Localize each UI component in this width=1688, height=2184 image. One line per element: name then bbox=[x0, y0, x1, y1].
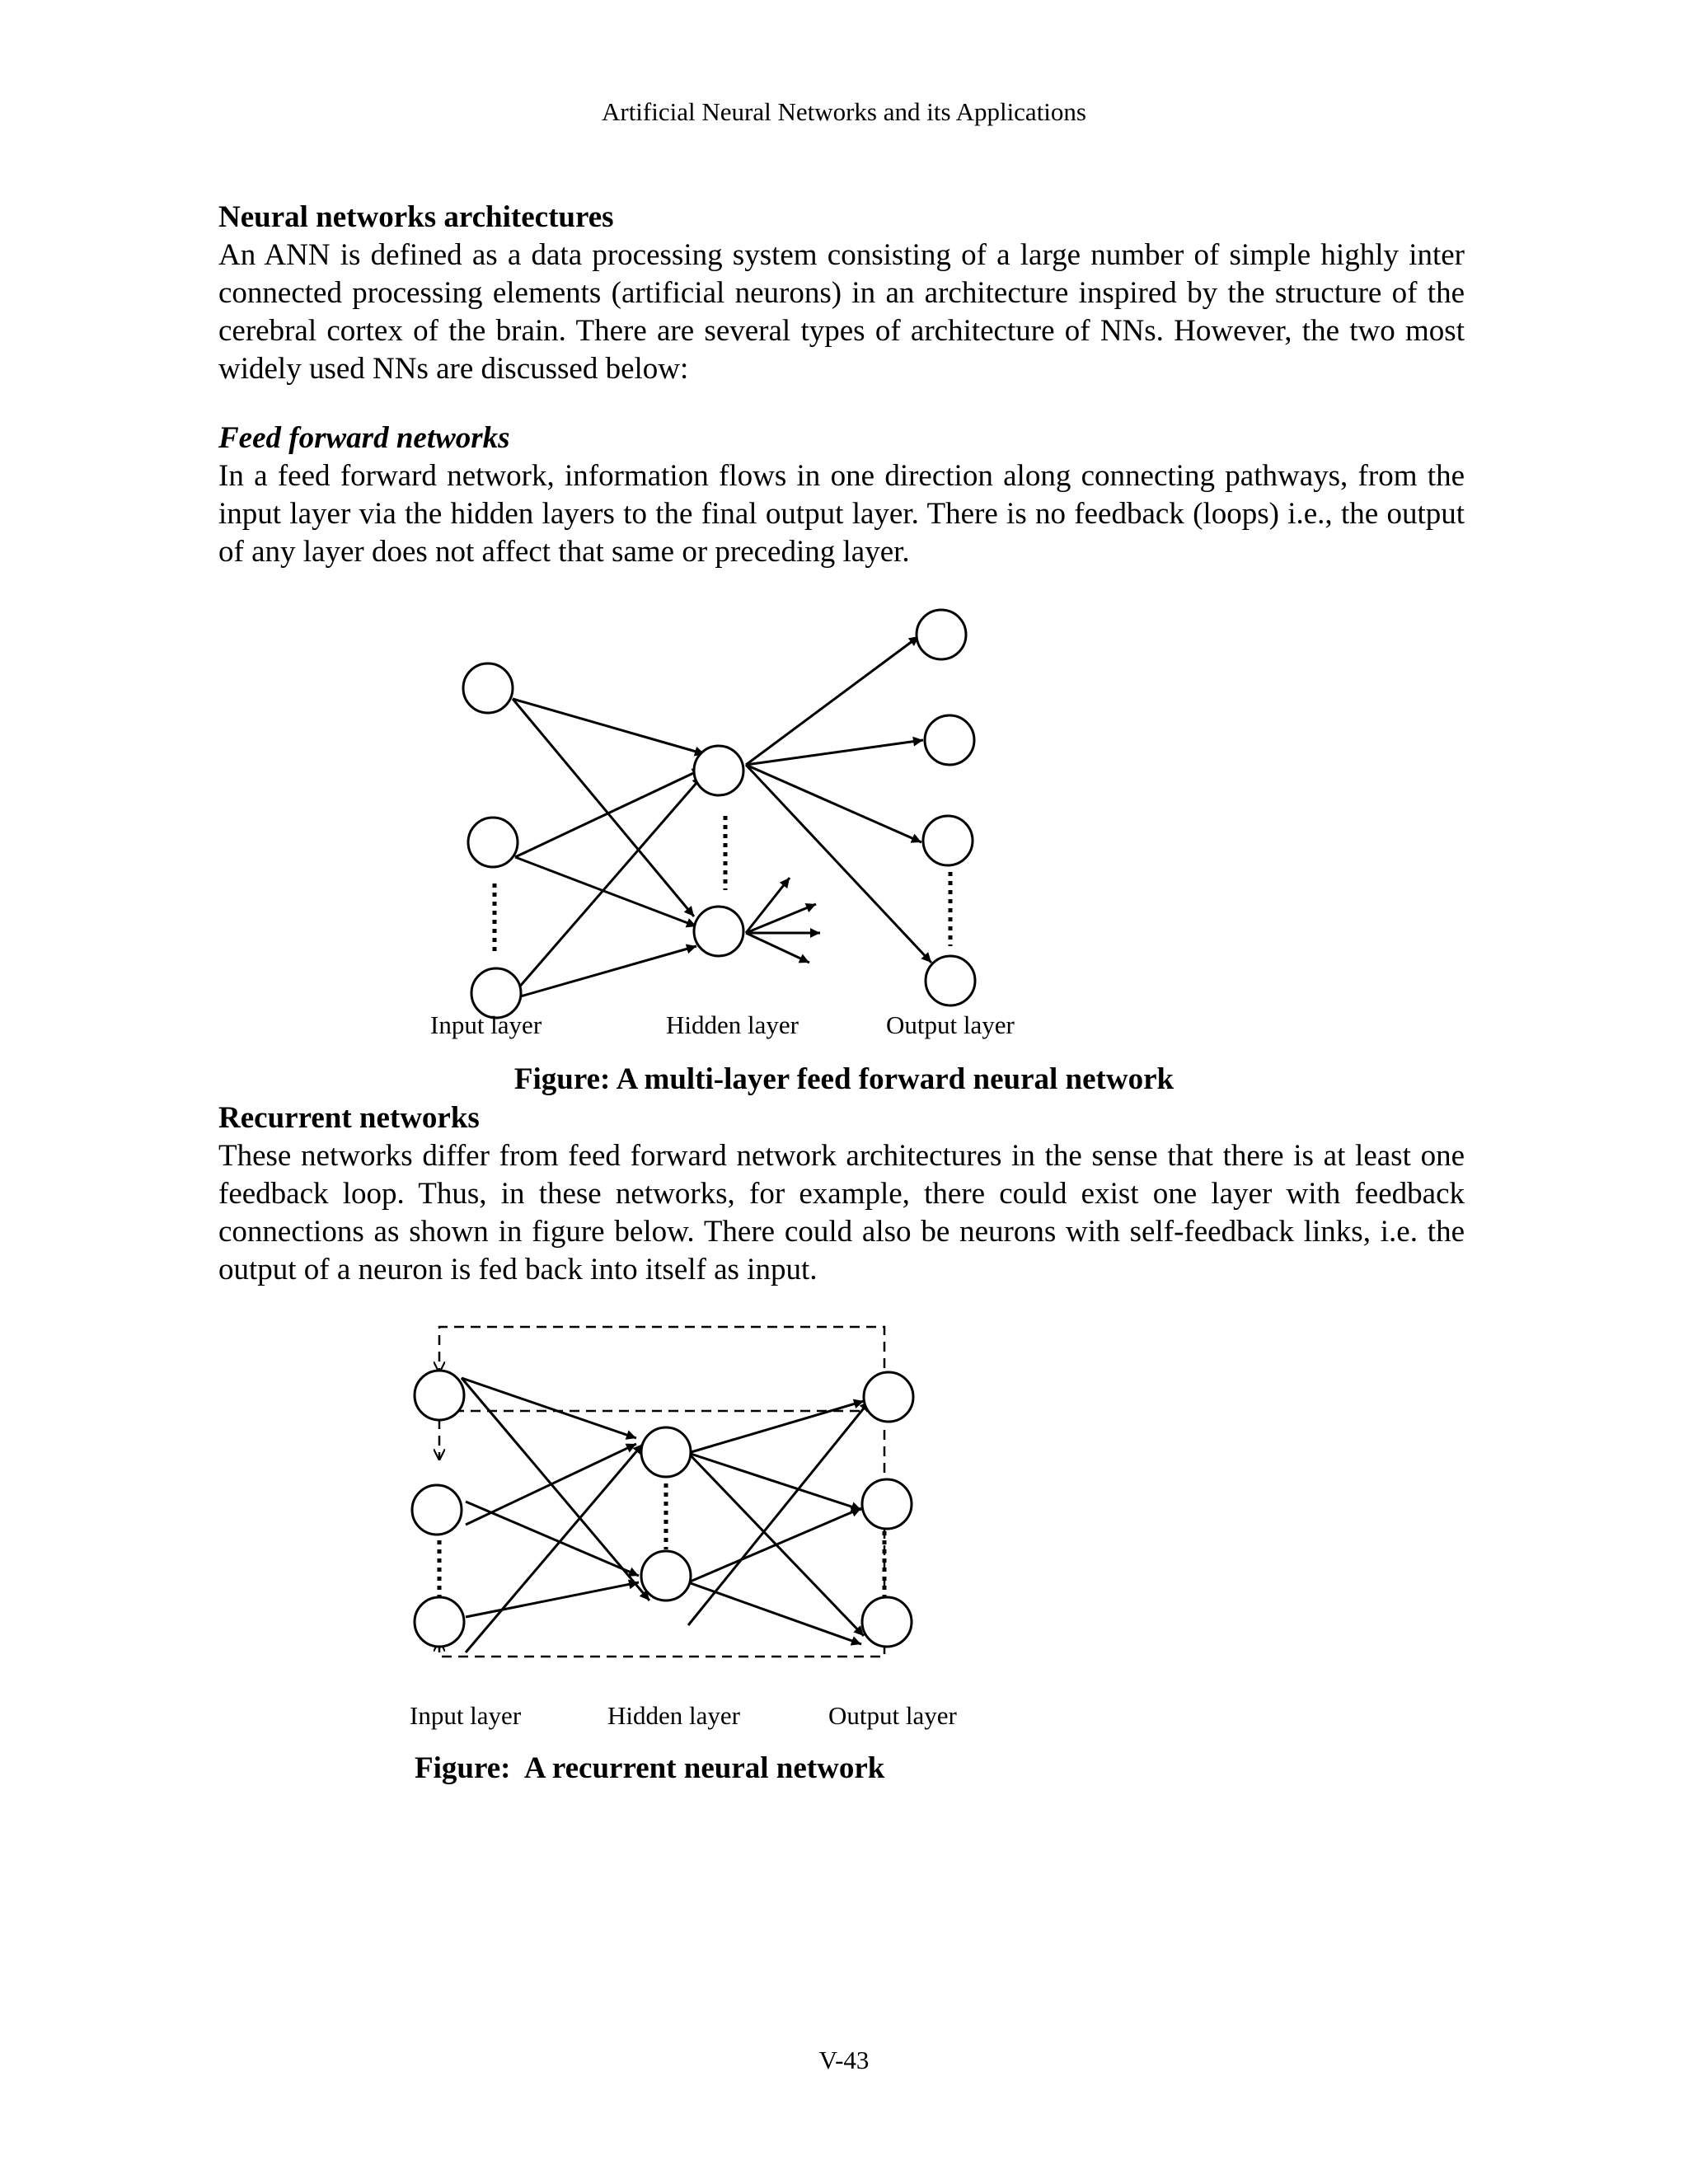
rn-edge bbox=[466, 1444, 643, 1652]
rn-output-neuron bbox=[864, 1372, 913, 1422]
rn-hidden-neuron bbox=[641, 1427, 691, 1477]
rn-hidden-layer-label: Hidden layer bbox=[607, 1701, 740, 1730]
rn-edge bbox=[688, 1401, 870, 1625]
rn-input-neuron bbox=[415, 1597, 464, 1647]
rn-feedback-loop-top bbox=[439, 1327, 884, 1385]
running-header: Artificial Neural Networks and its Applications bbox=[601, 97, 1086, 126]
ff-input-layer-label: Input layer bbox=[430, 1010, 542, 1039]
page-number: V-43 bbox=[818, 2046, 870, 2074]
rn-hidden-neuron bbox=[641, 1551, 691, 1601]
recurrent-paragraph: These networks differ from feed forward network architectures in the sense that there is at least one feedback loop. Thus, in these networks, for example, there could exist one layer with feedback connections as shown in figure below. There could also be neurons with self-feedback links, i.e. the output of a neuron is fed back into itself as input. bbox=[218, 1139, 1465, 1286]
rn-input-neuron bbox=[415, 1371, 464, 1420]
ff-figure-caption: Figure: A multi-layer feed forward neural network bbox=[513, 1062, 1175, 1096]
rn-input-neuron bbox=[412, 1485, 462, 1535]
feed-forward-paragraph: In a feed forward network, information flows in one direction along connecting pathways, from the input layer via the hidden layers to the final output layer. There is no feedback (loops) i.e., the output of any layer does not affect that same or preceding layer. bbox=[218, 459, 1465, 569]
rn-edge bbox=[466, 1582, 639, 1617]
rn-figure-caption: Figure: A recurrent neural network bbox=[415, 1751, 885, 1785]
section-intro-paragraph: An ANN is defined as a data processing system consisting of a large number of simple highly inter connected processing elements (artificial neurons) in an architecture inspired by the structure of the cerebral cortex of the brain. There are several types of architecture of NNs. However, the two most widely used NNs are discussed below: bbox=[218, 238, 1465, 386]
rn-input-layer-label: Input layer bbox=[410, 1701, 522, 1730]
rn-edge bbox=[466, 1502, 639, 1576]
section-title: Neural networks architectures bbox=[218, 200, 614, 234]
rn-edge bbox=[688, 1401, 864, 1453]
recurrent-title: Recurrent networks bbox=[218, 1101, 480, 1135]
rn-output-layer-label: Output layer bbox=[828, 1701, 957, 1730]
rn-output-neuron bbox=[862, 1479, 912, 1529]
ff-output-layer-label: Output layer bbox=[886, 1010, 1015, 1039]
feed-forward-title: Feed forward networks bbox=[218, 421, 510, 455]
rn-output-neuron bbox=[862, 1597, 912, 1647]
ff-hidden-layer-label: Hidden layer bbox=[666, 1010, 799, 1039]
